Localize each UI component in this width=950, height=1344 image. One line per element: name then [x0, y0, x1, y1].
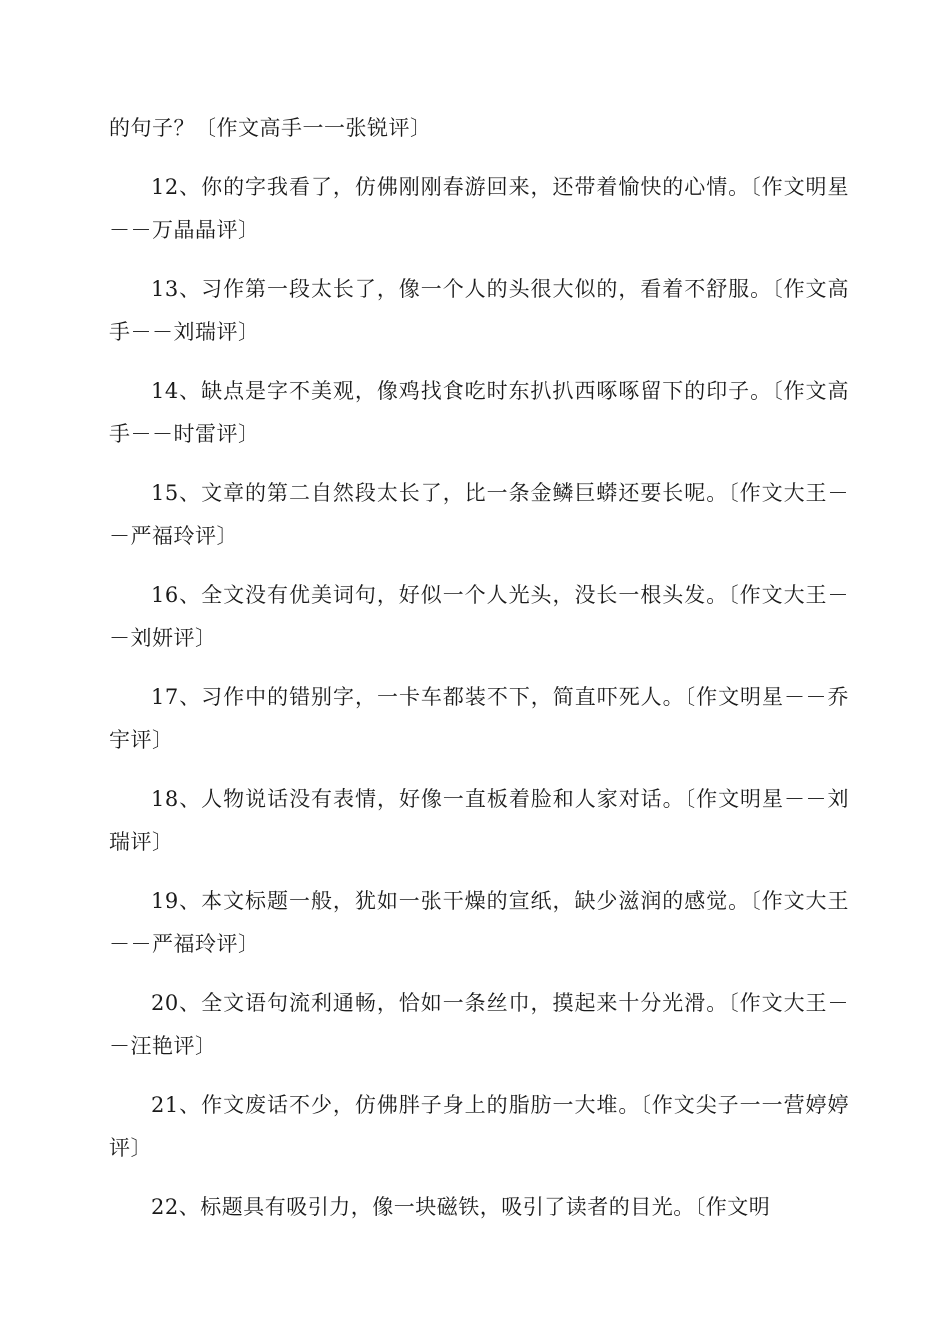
paragraph-item-17: 17、习作中的错别字，一卡车都装不下，简直吓死人。〔作文明星－－乔宇评〕: [109, 685, 849, 752]
paragraph-item-13: 13、习作第一段太长了，像一个人的头很大似的，看着不舒服。〔作文高手－－刘瑞评〕: [109, 277, 849, 344]
paragraph-item-21: 21、作文废话不少，仿佛胖子身上的脂肪一大堆。〔作文尖子一一营婷婷评〕: [109, 1093, 849, 1160]
paragraph-item-16: 16、全文没有优美词句，好似一个人光头，没长一根头发。〔作文大王－－刘妍评〕: [109, 583, 849, 650]
paragraph-item-19: 19、本文标题一般，犹如一张干燥的宣纸，缺少滋润的感觉。〔作文大王－－严福玲评〕: [109, 889, 849, 956]
paragraph-item-15: 15、文章的第二自然段太长了，比一条金鳞巨蟒还要长呢。〔作文大王－－严福玲评〕: [109, 481, 849, 548]
paragraph-item-12: 12、你的字我看了，仿佛刚刚春游回来，还带着愉快的心情。〔作文明星－－万晶晶评〕: [109, 175, 849, 242]
paragraph-continuation: 的句子？〔作文高手一一张锐评〕: [109, 116, 432, 140]
paragraph-item-14: 14、缺点是字不美观，像鸡找食吃时东扒扒西啄啄留下的印子。〔作文高手－－时雷评〕: [109, 379, 849, 446]
document-body: [109, 107, 849, 1245]
paragraph-item-18: 18、人物说话没有表情，好像一直板着脸和人家对话。〔作文明星－－刘瑞评〕: [109, 787, 849, 854]
paragraph-item-20: 20、全文语句流利通畅，恰如一条丝巾，摸起来十分光滑。〔作文大王－－汪艳评〕: [109, 991, 849, 1058]
paragraph-item-22: 22、标题具有吸引力，像一块磁铁，吸引了读者的目光。〔作文明: [151, 1195, 771, 1219]
